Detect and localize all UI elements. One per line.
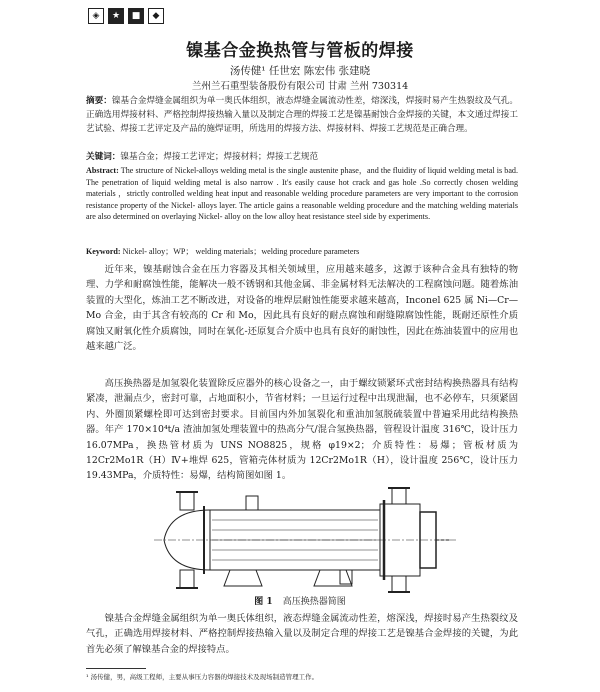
- keywords-cn: [86, 150, 518, 162]
- paragraph-welding-features: 镍基合金焊缝金属组织为单一奥氏体组织，液态焊缝金属流动性差，熔深浅，焊接时易产生热裂纹及气孔，正确选用焊接材料、严格控制焊接热输入量以及制定合理的焊接工艺是镍基合金焊接的关键，为此首先必须了解镍基合金的焊接特点。: [86, 613, 518, 655]
- affiliation: 兰州兰石重型装备股份有限公司 甘肃 兰州 730314: [191, 81, 409, 92]
- left-top-nozzle: [180, 492, 194, 510]
- paper-title: 镍基合金换热管与管板的焊接: [186, 41, 414, 61]
- abstract-cn: [86, 94, 518, 136]
- diamond-icon: ◈: [88, 8, 104, 24]
- heat-exchanger-diagram: [150, 486, 460, 594]
- abstract-en: [86, 165, 518, 223]
- left-bottom-nozzle: [180, 570, 194, 588]
- footnote-divider: [86, 668, 146, 669]
- right-bottom-nozzle: [392, 576, 406, 592]
- journal-logo: [88, 8, 164, 24]
- keywords-en-text: Nickel- alloy；WP； welding materials；welding procedure parameters: [122, 247, 360, 256]
- gem-icon: ◆: [148, 8, 164, 24]
- right-top-nozzle: [392, 488, 406, 504]
- abstract-cn-label: 摘要：: [86, 96, 112, 106]
- abstract-en-text: The structure of Nickel-alloys welding metal is the single austenite phase，and the fluidity of liquid welding metal is bad. The penetration of liquid welding metal is also narrow . It's easily cause hot crack and gas hole .So correctly chosen welding materials ，strictly controlled welding heat input and reasonable welding procedure parameters are very important to the corrosion resistance property of the Nickel- alloys layer. The article gains a reasonable welding procedure and the matching welding materials are also determined on overlaying Nickel- alloy on the low alloy heat resistance steel side by experiments.: [86, 166, 518, 221]
- figure-label: 图 1: [254, 597, 273, 607]
- keywords-cn-text: 镍基合金；焊接工艺评定；焊接材料；焊接工艺规范: [120, 152, 319, 162]
- star-icon: ★: [108, 8, 124, 24]
- abstract-cn-text: 镍基合金焊缝金属组织为单一奥氏体组织，液态焊缝金属流动性差，熔深浅，焊接时易产生热裂纹及气孔。正确选用焊接材料、严格控制焊接热输入量以及制定合理的焊接工艺是镍基耐蚀合金焊接的关键，本文通过焊接工艺试验、焊接工艺评定及产品的施焊证明，所选用的焊接方法、焊接材料、焊接工艺规范是正确合理。: [86, 96, 518, 134]
- abstract-en-label: Abstract:: [86, 166, 119, 175]
- keywords-en-label: Keyword:: [86, 247, 121, 256]
- paragraph-intro: 近年来，镍基耐蚀合金在压力容器及其相关领域里，应用越来越多，这源于该种合金具有独特的物理、力学和耐腐蚀性能，能解决一般不锈钢和其他金属、非金属材料无法解决的工程腐蚀问题。随着炼油装置的大型化，炼油工艺不断改进，对设备的堆焊层耐蚀性能要求越来越高，Inconel 625 属 Ni—Cr—Mo 合金，由于其含有较高的 Cr 和 Mo，因此具有良好的耐点腐蚀和耐缝隙腐蚀性能，既耐还原性介质腐蚀又耐氧化性介质腐蚀，同时在氧化-还原复合介质中也具有良好的耐蚀性，因此在炼油装置中的应用也越来越广泛。: [86, 264, 518, 353]
- authors: 汤传健¹ 任世宏 陈宏伟 张建晓: [229, 65, 371, 77]
- keywords-cn-label: 关键词：: [86, 152, 121, 162]
- figure-caption: [0, 594, 600, 607]
- shell-inlet-nozzle: [246, 496, 258, 510]
- saddle-left: [224, 570, 262, 586]
- square-icon: ■: [128, 8, 144, 24]
- paragraph-exchanger: 高压换热器是加氢裂化装置除反应器外的核心设备之一，由于螺纹锁紧环式密封结构换热器具有结构紧凑，泄漏点少，密封可靠，占地面积小，节省材料；一旦运行过程中出现泄漏，也不必停车，只须紧固内、外圈顶紧螺栓即可达到密封要求。目前国内外加氢裂化和重油加氢脱硫装置中普遍采用此结构换热器。年产 170×10⁴t/a 渣油加氢处理装置中的热高分气/混合氢换热器，管程设计温度 316℃，设计压力 16.07MPa，换热管材质为 UNS NO8825，规格 φ19×2；介质特性：易爆；管板材质为 12Cr2Mo1R（H）Ⅳ+堆焊 625，管箱壳体材质为 12Cr2Mo1R（H），设计温度 256℃，设计压力 19.43MPa，介质特性：易爆，结构简图如图 1。: [86, 378, 518, 482]
- figure-caption-text: 高压换热器简图: [282, 597, 346, 607]
- footnote: ¹ 汤传健，男，高级工程师，主要从事压力容器的焊接技术及现场制造管理工作。: [86, 673, 319, 681]
- keywords-en: [86, 246, 518, 257]
